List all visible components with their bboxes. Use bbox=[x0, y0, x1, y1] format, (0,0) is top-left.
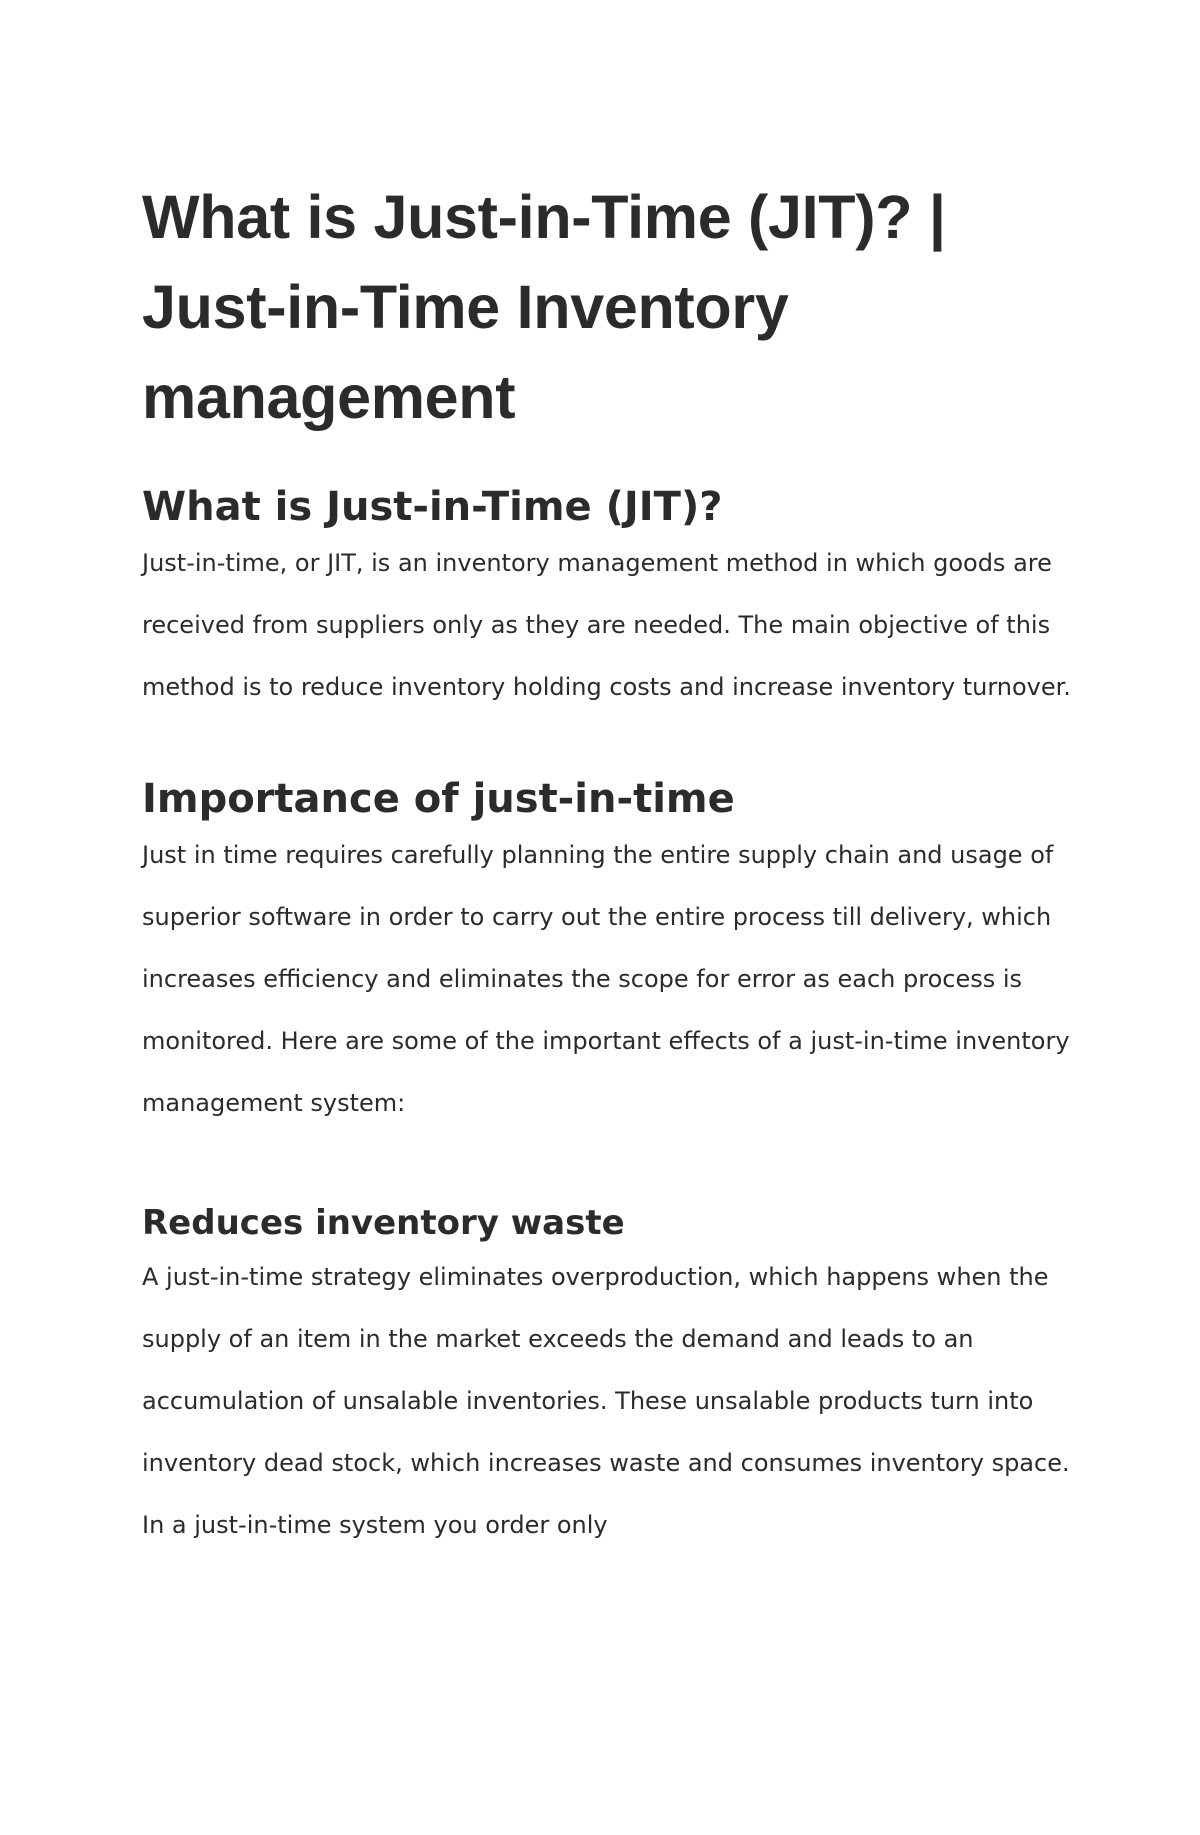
document-title: What is Just-in-Time (JIT)? | Just-in-Time Inventory management bbox=[142, 183, 946, 431]
section-paragraph: Just-in-time, or JIT, is an inventory management method in which goods are received from suppliers only as they are needed. The main objective of this method is to reduce inventory holding costs and increase inventory turnover. bbox=[142, 549, 1071, 701]
section-what-is-jit bbox=[142, 482, 1072, 718]
section-paragraph: A just-in-time strategy eliminates overproduction, which happens when the supply of an item in the market exceeds the demand and leads to an accumulation of unsalable inventories. These unsalable products turn into inventory dead stock, which increases waste and consumes inventory space. In a just-in-time system you order only bbox=[142, 1263, 1070, 1539]
document-page bbox=[142, 172, 1072, 1556]
section-reduces-waste bbox=[142, 1200, 1072, 1556]
section-importance bbox=[142, 774, 1072, 1134]
subsection-heading: Reduces inventory waste bbox=[142, 1203, 625, 1243]
section-heading: What is Just-in-Time (JIT)? bbox=[142, 484, 723, 530]
section-paragraph: Just in time requires carefully planning the entire supply chain and usage of superior software in order to carry out the entire process till delivery, which increases efficiency and eliminates the scope for error as each process is monitored. Here are some of the important effects of a just-in-time inventory management system: bbox=[142, 841, 1070, 1117]
section-heading: Importance of just-in-time bbox=[142, 776, 735, 822]
